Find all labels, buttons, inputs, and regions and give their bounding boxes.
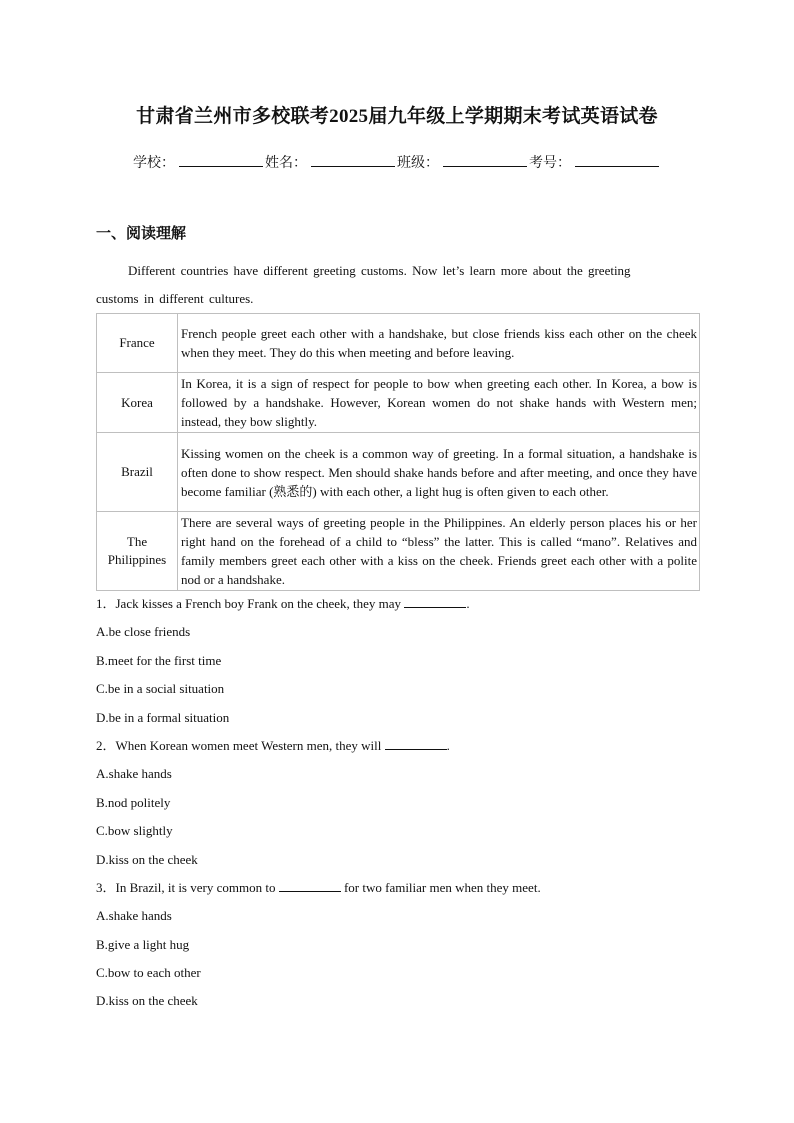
- option-d[interactable]: D.be in a formal situation: [96, 709, 230, 725]
- answer-blank[interactable]: [279, 878, 341, 892]
- passage-intro: Different countries have different greeting customs. Now let’s learn more about the greeting customs in different cultures.: [96, 263, 631, 306]
- country-cell: France: [97, 314, 178, 373]
- option-a[interactable]: A.shake hands: [96, 766, 172, 782]
- question-2: [96, 732, 696, 760]
- question-stem-end: .: [466, 596, 470, 611]
- option-d[interactable]: D.kiss on the cheek: [96, 993, 198, 1009]
- option-c[interactable]: C.be in a social situation: [96, 681, 225, 697]
- question-stem-end: for two familiar men when they meet.: [340, 879, 541, 895]
- exam-title: 甘肃省兰州市多校联考2025届九年级上学期期末考试英语试卷: [136, 106, 658, 127]
- country-cell: Brazil: [97, 433, 178, 512]
- info-class-blank[interactable]: [443, 154, 527, 167]
- option-a[interactable]: A.be close friends: [96, 624, 191, 640]
- info-school-blank[interactable]: [179, 154, 263, 167]
- questions: [96, 590, 696, 1016]
- info-exam-number-label: 考号：: [529, 156, 571, 171]
- info-school: [133, 152, 265, 172]
- option-b[interactable]: B.nod politely: [96, 794, 171, 810]
- info-class-label: 班级：: [397, 156, 439, 171]
- info-class: [397, 152, 529, 172]
- description-cell: Kissing women on the cheek is a common way of greeting. In a formal situation, a handshake is often done to show respect. Men should shake hands before and after meeting, and once they have become familiar (熟悉的) with each other, a light hug is often given to each other.: [178, 433, 700, 512]
- question-stem: 2．When Korean women meet Western men, they will: [96, 737, 385, 753]
- info-exam-number-blank[interactable]: [575, 154, 659, 167]
- student-info-line: [0, 152, 794, 172]
- answer-blank[interactable]: [385, 736, 447, 750]
- question-stem-end: .: [446, 737, 450, 753]
- info-exam-number: [529, 152, 661, 172]
- description-cell: There are several ways of greeting people in the Philippines. An elderly person places his or her right hand on the forehead of a child to “bless” the latter. This is called “mano”. Relatives and family members greet each other with a kiss on the cheek. Friends greet each other with a polite nod or a handshake.: [178, 512, 700, 591]
- table-row: [97, 373, 700, 433]
- option-a[interactable]: A.shake hands: [96, 908, 172, 924]
- description-cell: French people greet each other with a handshake, but close friends kiss each other on the cheek when they meet. They do this when meeting and before leaving.: [178, 314, 700, 373]
- option-c[interactable]: C.bow slightly: [96, 823, 173, 839]
- section-title: 一、阅读理解: [96, 226, 187, 242]
- table-row: [97, 433, 700, 512]
- question-3: [96, 874, 696, 902]
- question-1: [96, 590, 696, 618]
- table-row: [97, 314, 700, 373]
- option-c[interactable]: C.bow to each other: [96, 965, 201, 981]
- question-stem: 3．In Brazil, it is very common to: [96, 879, 279, 895]
- description-cell: In Korea, it is a sign of respect for people to bow when greeting each other. In Korea, a bow is followed by a handshake. However, Korean women do not shake hands with Western men; instead, they bow slightly.: [178, 373, 700, 433]
- info-name-blank[interactable]: [311, 154, 395, 167]
- country-cell: The Philippines: [97, 512, 178, 591]
- option-b[interactable]: B.give a light hug: [96, 936, 190, 952]
- info-school-label: 学校：: [133, 156, 175, 171]
- option-d[interactable]: D.kiss on the cheek: [96, 851, 198, 867]
- table-row: [97, 512, 700, 591]
- info-name: [265, 152, 397, 172]
- info-name-label: 姓名：: [265, 156, 307, 171]
- greeting-customs-table: [96, 313, 700, 591]
- option-b[interactable]: B.meet for the first time: [96, 652, 222, 668]
- country-cell: Korea: [97, 373, 178, 433]
- answer-blank[interactable]: [404, 594, 466, 608]
- question-stem: 1．Jack kisses a French boy Frank on the cheek, they may: [96, 596, 405, 611]
